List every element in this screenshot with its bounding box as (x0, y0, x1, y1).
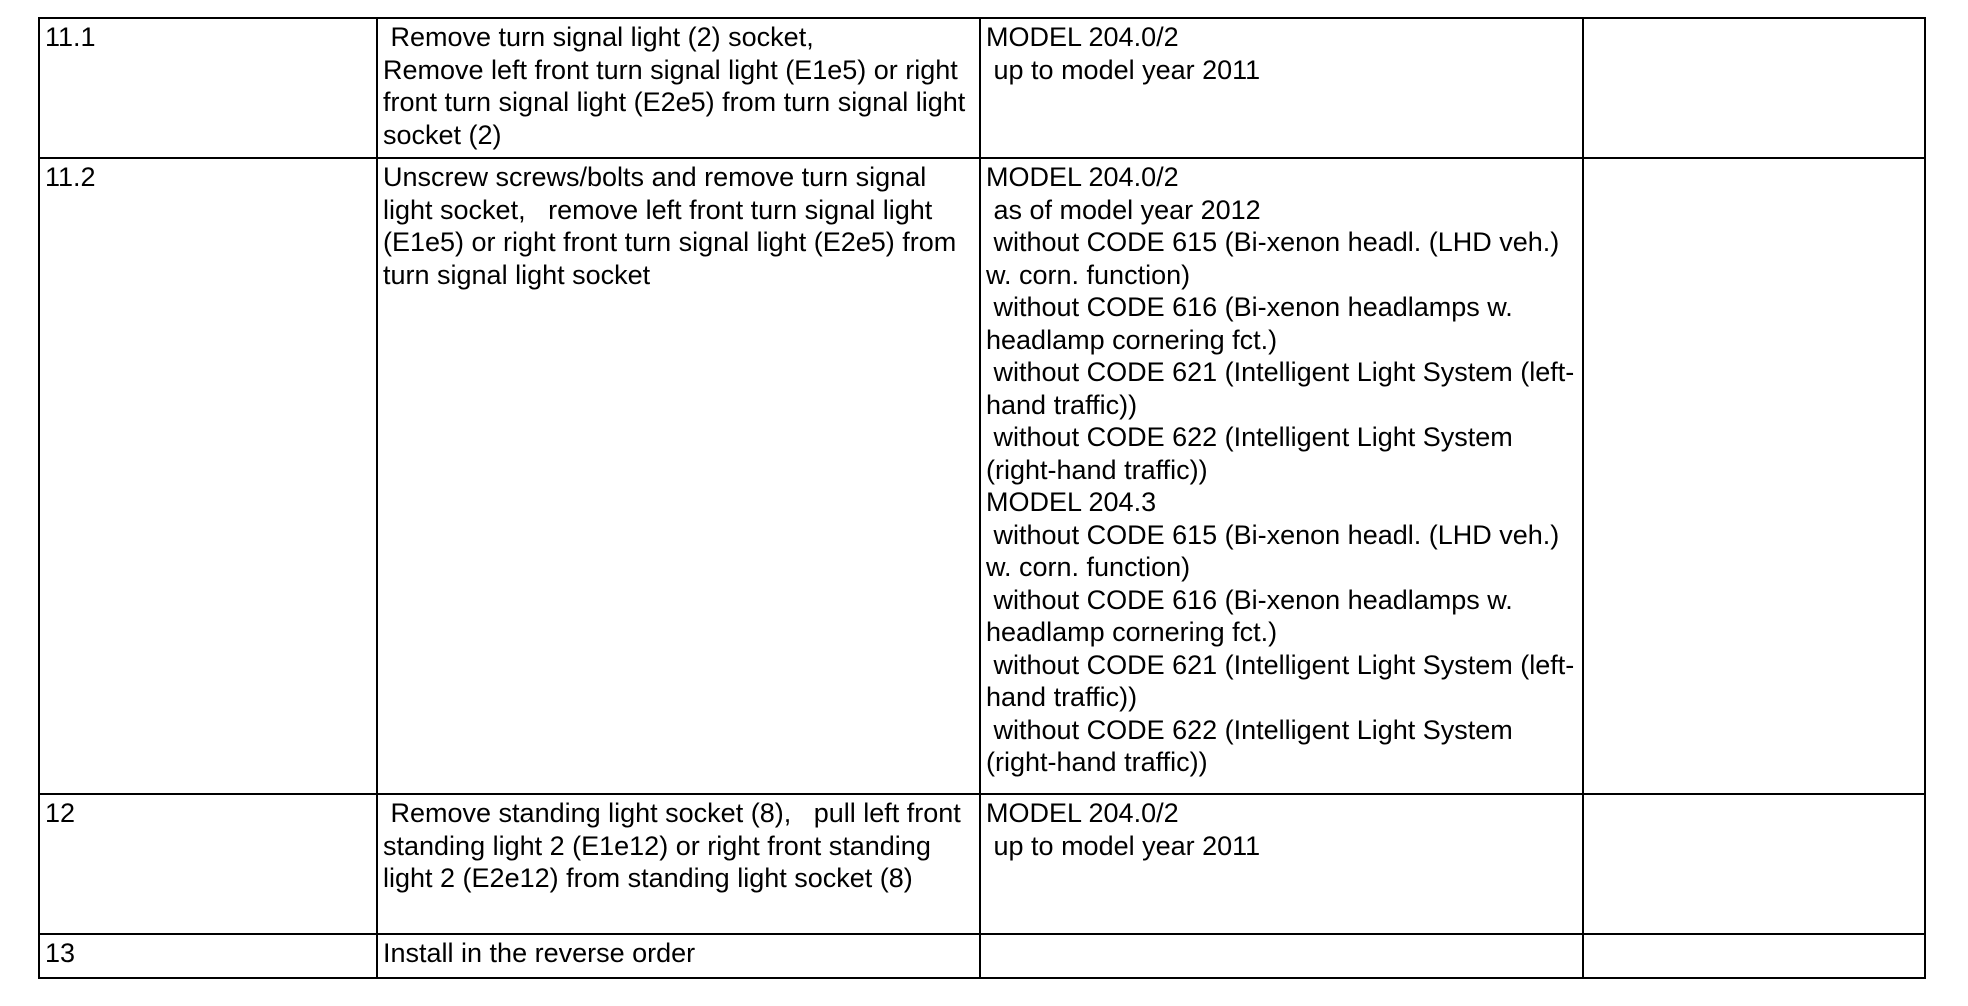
procedure-table (38, 17, 1926, 979)
step-number-cell: 11.2 (39, 158, 377, 794)
notes-cell (1583, 794, 1925, 934)
table-row (39, 794, 1925, 934)
action-cell: Unscrew screws/bolts and remove turn signal light socket, remove left front turn signal light (E1e5) or right front turn signal light (E2e5) from turn signal light socket (377, 158, 980, 794)
model-cell: MODEL 204.0/2 as of model year 2012 without CODE 615 (Bi-xenon headl. (LHD veh.) w. corn. function) without CODE 616 (Bi-xenon headlamps w. headlamp cornering fct.) without CODE 621 (Intelligent Light System (left-hand traffic)) without CODE 622 (Intelligent Light System (right-hand traffic)) MODEL 204.3 without CODE 615 (Bi-xenon headl. (LHD veh.) w. corn. function) without CODE 616 (Bi-xenon headlamps w. headlamp cornering fct.) without CODE 621 (Intelligent Light System (left-hand traffic)) without CODE 622 (Intelligent Light System (right-hand traffic)) (980, 158, 1583, 794)
notes-cell (1583, 934, 1925, 978)
model-cell: MODEL 204.0/2 up to model year 2011 (980, 18, 1583, 158)
table-row (39, 158, 1925, 794)
step-number-cell: 11.1 (39, 18, 377, 158)
notes-cell (1583, 18, 1925, 158)
table-row (39, 18, 1925, 158)
model-cell (980, 934, 1583, 978)
step-number-cell: 12 (39, 794, 377, 934)
step-number-cell: 13 (39, 934, 377, 978)
notes-cell (1583, 158, 1925, 794)
action-cell: Remove standing light socket (8), pull left front standing light 2 (E1e12) or right front standing light 2 (E2e12) from standing light socket (8) (377, 794, 980, 934)
table-row (39, 934, 1925, 978)
action-cell: Install in the reverse order (377, 934, 980, 978)
model-cell: MODEL 204.0/2 up to model year 2011 (980, 794, 1583, 934)
action-cell: Remove turn signal light (2) socket, Remove left front turn signal light (E1e5) or right front turn signal light (E2e5) from turn signal light socket (2) (377, 18, 980, 158)
